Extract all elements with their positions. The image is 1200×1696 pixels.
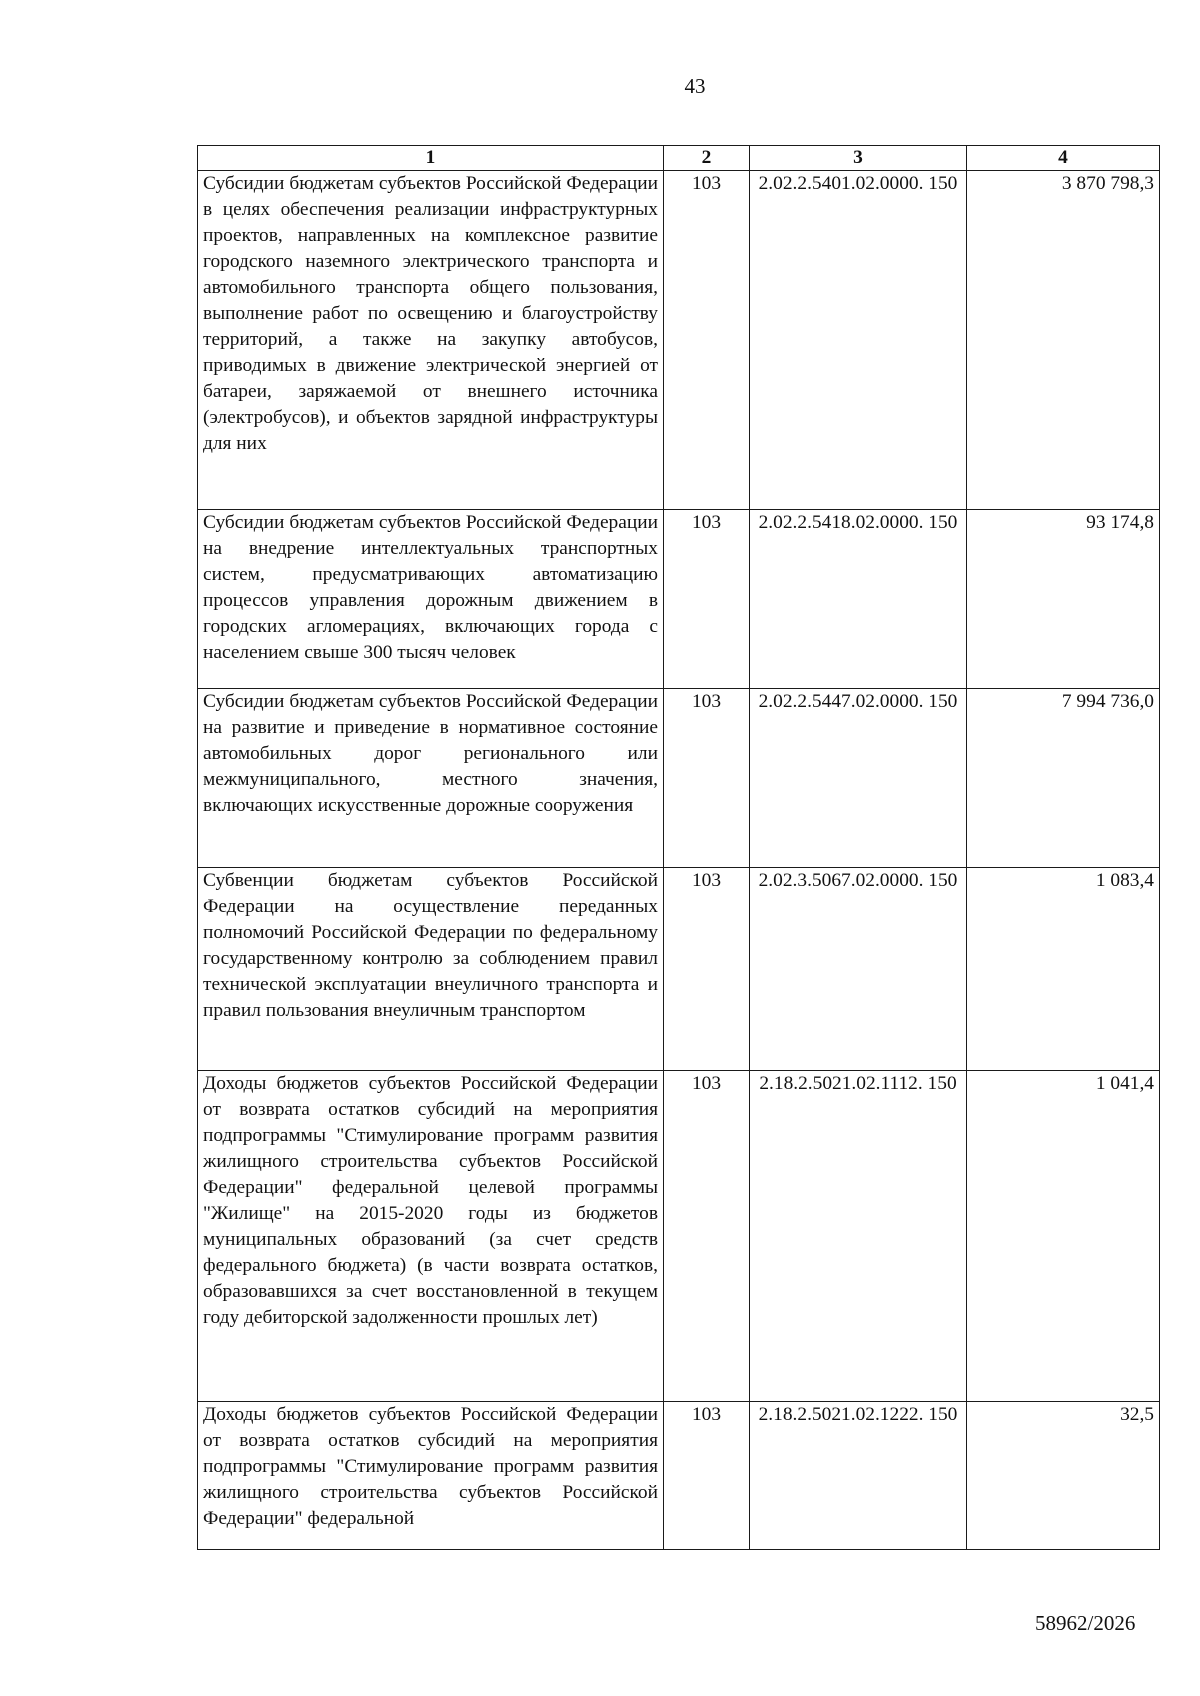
table-row [198,1402,1160,1550]
row-amount: 32,5 [967,1402,1160,1550]
row-admin-code: 103 [664,171,750,510]
row-admin-code: 103 [664,510,750,689]
row-kbk-code: 2.02.3.5067.02.0000. 150 [750,868,967,1071]
table-row [198,868,1160,1071]
row-amount: 7 994 736,0 [967,689,1160,868]
row-admin-code: 103 [664,868,750,1071]
table-row [198,171,1160,510]
row-admin-code: 103 [664,1402,750,1550]
row-amount: 3 870 798,3 [967,171,1160,510]
row-description: Субсидии бюджетам субъектов Российской Федерации в целях обеспечения реализации инфраструктурных проектов, направленных на комплексное развитие городского наземного электрического транспорта и автомобильного транспорта общего пользования, выполнение работ по освещению и благоустройству территорий, а также на закупку автобусов, приводимых в движение электрической энергией от батареи, заряжаемой от внешнего источника (электробусов), и объектов зарядной инфраструктуры для них [198,171,664,510]
row-kbk-code: 2.02.2.5418.02.0000. 150 [750,510,967,689]
revenue-table [197,145,1160,1550]
row-description: Доходы бюджетов субъектов Российской Федерации от возврата остатков субсидий на мероприятия подпрограммы "Стимулирование программ развития жилищного строительства субъектов Российской Федерации" федеральной [198,1402,664,1550]
row-description: Субвенции бюджетам субъектов Российской Федерации на осуществление переданных полномочий Российской Федерации по федеральному государственному контролю за соблюдением правил технической эксплуатации внеуличного транспорта и правил пользования внеуличным транспортом [198,868,664,1071]
table-header-row [198,146,1160,171]
row-kbk-code: 2.18.2.5021.02.1222. 150 [750,1402,967,1550]
row-kbk-code: 2.18.2.5021.02.1112. 150 [750,1071,967,1402]
column-header-2: 2 [664,146,750,171]
document-number: 58962/2026 [1035,1611,1136,1635]
row-amount: 1 083,4 [967,868,1160,1071]
row-admin-code: 103 [664,689,750,868]
table-row [198,1071,1160,1402]
row-kbk-code: 2.02.2.5447.02.0000. 150 [750,689,967,868]
row-description: Субсидии бюджетам субъектов Российской Федерации на развитие и приведение в нормативное состояние автомобильных дорог регионального или межмуниципального, местного значения, включающих искусственные дорожные сооружения [198,689,664,868]
row-kbk-code: 2.02.2.5401.02.0000. 150 [750,171,967,510]
row-description: Субсидии бюджетам субъектов Российской Федерации на внедрение интеллектуальных транспортных систем, предусматривающих автоматизацию процессов управления дорожным движением в городских агломерациях, включающих города с населением свыше 300 тысяч человек [198,510,664,689]
row-amount: 1 041,4 [967,1071,1160,1402]
page-number: 43 [684,74,706,98]
row-description: Доходы бюджетов субъектов Российской Федерации от возврата остатков субсидий на мероприятия подпрограммы "Стимулирование программ развития жилищного строительства субъектов Российской Федерации" федеральной целевой программы "Жилище" на 2015-2020 годы из бюджетов муниципальных образований (за счет средств федерального бюджета) (в части возврата остатков, образовавшихся за счет восстановленной в текущем году дебиторской задолженности прошлых лет) [198,1071,664,1402]
row-amount: 93 174,8 [967,510,1160,689]
column-header-3: 3 [750,146,967,171]
column-header-4: 4 [967,146,1160,171]
row-admin-code: 103 [664,1071,750,1402]
table-row [198,510,1160,689]
table-row [198,689,1160,868]
column-header-1: 1 [198,146,664,171]
